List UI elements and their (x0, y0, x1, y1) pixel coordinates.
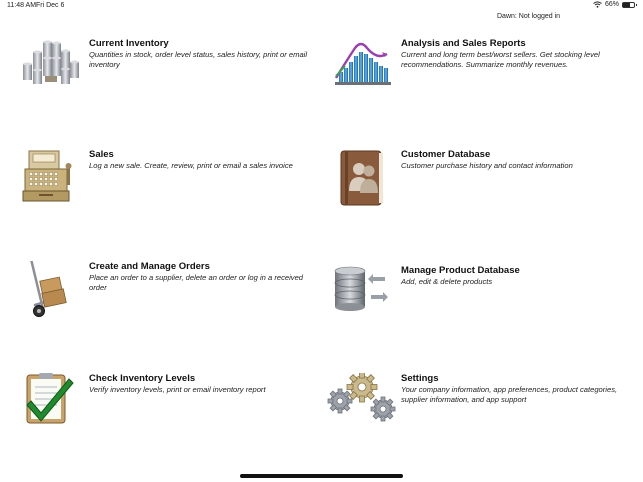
manage-product-database-title: Manage Product Database (401, 265, 520, 276)
menu-manage-product-database[interactable] (333, 265, 633, 345)
current-inventory-description: Quantities in stock, order level status, sales history, print or email inventory (89, 50, 308, 69)
customer-database-description: Customer purchase history and contact information (401, 161, 573, 170)
menu-create-manage-orders[interactable] (21, 261, 321, 341)
battery-fill (623, 3, 630, 7)
menu-customer-database[interactable] (333, 149, 633, 229)
clipboard-check-icon (21, 373, 81, 433)
battery-icon (622, 2, 635, 8)
inventory-stacks-icon (21, 38, 81, 98)
sales-title: Sales (89, 149, 114, 160)
database-icon (333, 265, 393, 325)
menu-analysis-sales-reports[interactable] (333, 38, 633, 118)
check-inventory-levels-description: Verify inventory levels, print or email inventory report (89, 385, 266, 394)
menu-sales[interactable] (21, 149, 321, 229)
cash-register-icon (21, 149, 81, 209)
current-inventory-title: Current Inventory (89, 38, 169, 49)
menu-settings[interactable] (326, 373, 626, 453)
analysis-sales-reports-description: Current and long term best/worst sellers. Get stocking level recommendations. Summarize monthly revenues. (401, 50, 600, 69)
hand-truck-icon (21, 261, 81, 321)
menu-check-inventory-levels[interactable] (21, 373, 321, 453)
status-right (593, 1, 635, 8)
check-inventory-levels-title: Check Inventory Levels (89, 373, 196, 384)
battery-percent: 66% (604, 1, 619, 8)
menu-current-inventory[interactable] (21, 38, 321, 118)
status-bar (0, 0, 643, 12)
customer-database-title: Customer Database (401, 149, 491, 160)
gears-icon (326, 373, 396, 429)
address-book-icon (333, 149, 393, 209)
create-manage-orders-title: Create and Manage Orders (89, 261, 210, 272)
analysis-sales-reports-title: Analysis and Sales Reports (401, 38, 526, 49)
create-manage-orders-description: Place an order to a supplier, delete an order or log in a received order (89, 273, 304, 292)
status-date: Fri Dec 6 (36, 2, 65, 9)
wifi-icon (593, 1, 602, 8)
settings-description: Your company information, app preferences, product categories, supplier information, and app support (401, 385, 618, 404)
login-status: Dawn: Not logged in (497, 13, 561, 20)
status-time: 11:48 AM (7, 2, 37, 9)
bar-chart-icon (333, 38, 393, 98)
home-indicator[interactable] (240, 474, 403, 478)
sales-description: Log a new sale. Create, review, print or email a sales invoice (89, 161, 293, 170)
manage-product-database-description: Add, edit & delete products (401, 277, 493, 286)
settings-title: Settings (401, 373, 439, 384)
